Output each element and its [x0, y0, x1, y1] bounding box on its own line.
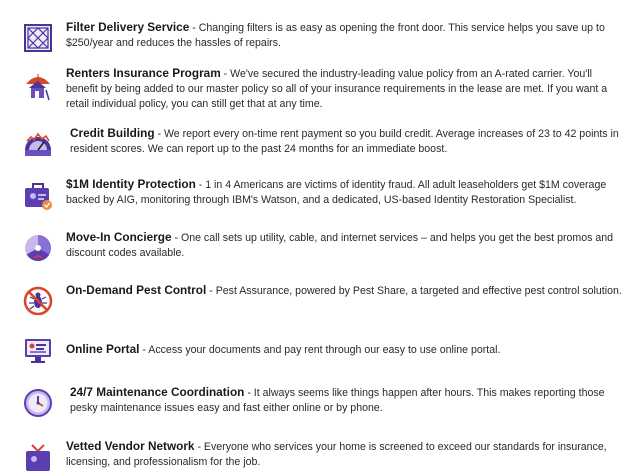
portal-monitor-icon — [22, 334, 54, 366]
identity-briefcase-icon — [22, 180, 54, 212]
umbrella-house-icon — [22, 70, 54, 102]
credit-gauge-icon — [22, 128, 54, 160]
service-title: Filter Delivery Service — [66, 20, 190, 34]
service-title: Vetted Vendor Network — [66, 439, 195, 453]
service-title: On-Demand Pest Control — [66, 283, 207, 297]
filter-grid-icon — [22, 22, 54, 54]
services-list: Filter Delivery Service - Changing filters is as easy as opening the front door. This service helps you save up to $250/year and reduces the hassles of repairs. Renters Insurance Program - We've secured the industry-leading value policy from an A-rated carrier. You'll benefit by being added to our master policy so all of your insurance requirements in the lease are met. If you want a retail individual policy, you can still get that at any time. Credit Building - We report every on-time rent payment so you build credit. Average increases of 23 to 42 points in resident scores. We can report up to the past 24 months for an immediate boost. $1M Identity Protection - 1 in 4 Americans are victims of identity fraud. All adult leaseholders get $1M coverage backed by AIG, monitoring through IBM's Watson, and a dedicated, US-based Identity Restoration Specialist. Move-In Concierge - One call sets up utility, cable, and internet services – and helps you get the best promos and discount codes available. On-Demand Pest Control - Pest Assurance, powered by Pest Share, a targeted and effective pest control solution. Online Portal - Access your documents and pay rent through our easy to use online portal. 24/7 Maintenance Coordination - It always seems like things happen after hours. This makes reporting those pesky maintenance issues easy and fast either online or by phone. Vetted Vendor Network - Everyone who services your home is screened to exceed our standards for insurance, licensing, and professionalism for the job. — [0, 0, 640, 460]
service-title: Credit Building — [70, 126, 155, 140]
concierge-icon — [22, 232, 54, 264]
vendor-badge-icon — [22, 441, 54, 473]
no-pest-icon — [22, 285, 54, 317]
service-title: Renters Insurance Program — [66, 66, 221, 80]
service-title: Move-In Concierge — [66, 230, 172, 244]
service-title: $1M Identity Protection — [66, 177, 196, 191]
service-description: We report every on-time rent payment so you build credit. Average increases of 23 to 42 points in resident scores. We can report up to the past 24 months for an immediate boost. — [70, 128, 619, 155]
service-title: Online Portal — [66, 342, 140, 356]
service-description: Everyone who services your home is screened to exceed our standards for insurance, licensing, and professionalism for the job. — [66, 441, 607, 468]
service-title: 24/7 Maintenance Coordination — [70, 385, 245, 399]
service-description: We've secured the industry-leading value policy from an A-rated carrier. You'll benefit by being added to our master policy so all of your insurance requirements in the lease are met. If you want a retail individual policy, you can still get that at any time. — [66, 68, 608, 110]
clock-icon — [22, 387, 54, 419]
service-description: Pest Assurance, powered by Pest Share, a targeted and effective pest control solution. — [215, 285, 622, 297]
service-description: Access your documents and pay rent through our easy to use online portal. — [148, 344, 501, 356]
service-description: Changing filters is as easy as opening the front door. This service helps you save up to $250/year and reduces the hassles of repairs. — [66, 22, 605, 49]
service-description: It always seems like things happen after hours. This makes reporting those pesky maintenance issues easy and fast either online or by phone. — [70, 387, 605, 414]
service-description: One call sets up utility, cable, and internet services – and helps you get the best promos and discount codes available. — [66, 232, 614, 259]
service-description: 1 in 4 Americans are victims of identity fraud. All adult leaseholders get $1M coverage backed by AIG, monitoring through IBM's Watson, and a dedicated, US-based Identity Restoration Specialist. — [66, 179, 607, 206]
